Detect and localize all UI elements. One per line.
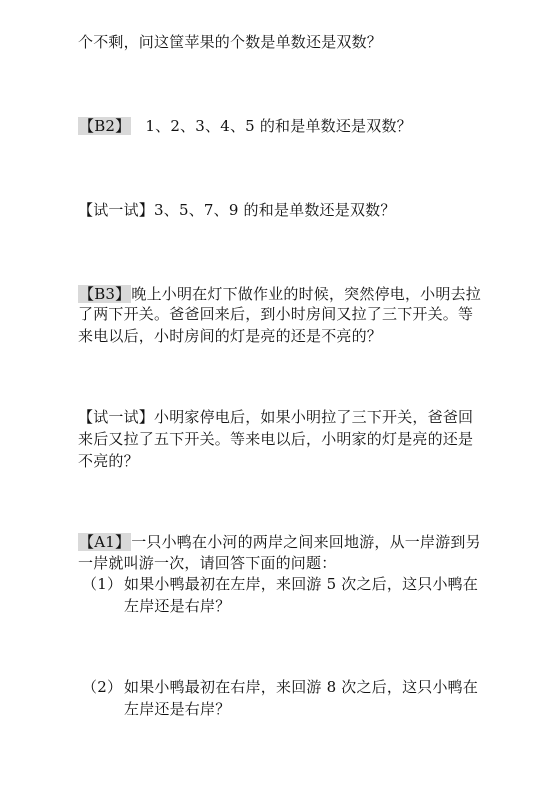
- try-it-2-line-1: [78, 407, 473, 427]
- question-1-line-2: 左岸还是右岸？: [124, 597, 231, 615]
- try-it-1: [78, 200, 396, 220]
- problem-b3-text-1: 晚上小明在灯下做作业的时候，突然停电，小明去拉: [131, 285, 481, 303]
- question-2-number: （2）: [82, 678, 123, 696]
- try-it-2-text-1: 小明家停电后，如果小明拉了三下开关，爸爸回: [154, 408, 474, 426]
- try-it-2-line-3: 不亮的？: [78, 452, 139, 470]
- problem-b2-text: 1、2、3、4、5 的和是单数还是双数？: [145, 117, 412, 135]
- problem-a1-text-1: 一只小鸭在小河的两岸之间来回地游，从一岸游到另: [131, 533, 481, 551]
- question-1-line-1: [82, 574, 478, 594]
- try-it-2-tag: 【试一试】: [78, 408, 155, 426]
- problem-b3-line-3: 来电以后，小时房间的灯是亮的还是不亮的？: [78, 327, 383, 345]
- try-it-1-tag: 【试一试】: [78, 201, 155, 219]
- try-it-2-line-2: 来后又拉了五下开关。等来电以后，小明家的灯是亮的还是: [78, 430, 474, 448]
- question-1-number: （1）: [82, 575, 123, 593]
- problem-b3-tag: 【B3】: [79, 285, 131, 303]
- problem-a1-tag: 【A1】: [79, 533, 131, 551]
- question-2-line-1: [82, 677, 478, 697]
- problem-b2-tag: 【B2】: [79, 117, 131, 135]
- question-2-line-2: 左岸还是右岸？: [124, 700, 231, 718]
- problem-b2: [78, 116, 412, 136]
- problem-a1-line-2: 一岸就叫游一次，请回答下面的问题：: [78, 554, 337, 572]
- question-2-text-1: 如果小鸭最初在右岸，来回游 8 次之后，这只小鸭在: [124, 678, 479, 696]
- problem-text-continuation: 个不剩，问这筐苹果的个数是单数还是双数？: [78, 33, 383, 51]
- problem-b3-line-2: 了两下开关。爸爸回来后，到小时房间又拉了三下开关。等: [78, 305, 474, 323]
- problem-b3-line-1: [78, 284, 481, 304]
- problem-a1-line-1: [78, 532, 481, 552]
- try-it-1-text: 3、5、7、9 的和是单数还是双数？: [154, 201, 396, 219]
- question-1-text-1: 如果小鸭最初在左岸，来回游 5 次之后，这只小鸭在: [124, 575, 479, 593]
